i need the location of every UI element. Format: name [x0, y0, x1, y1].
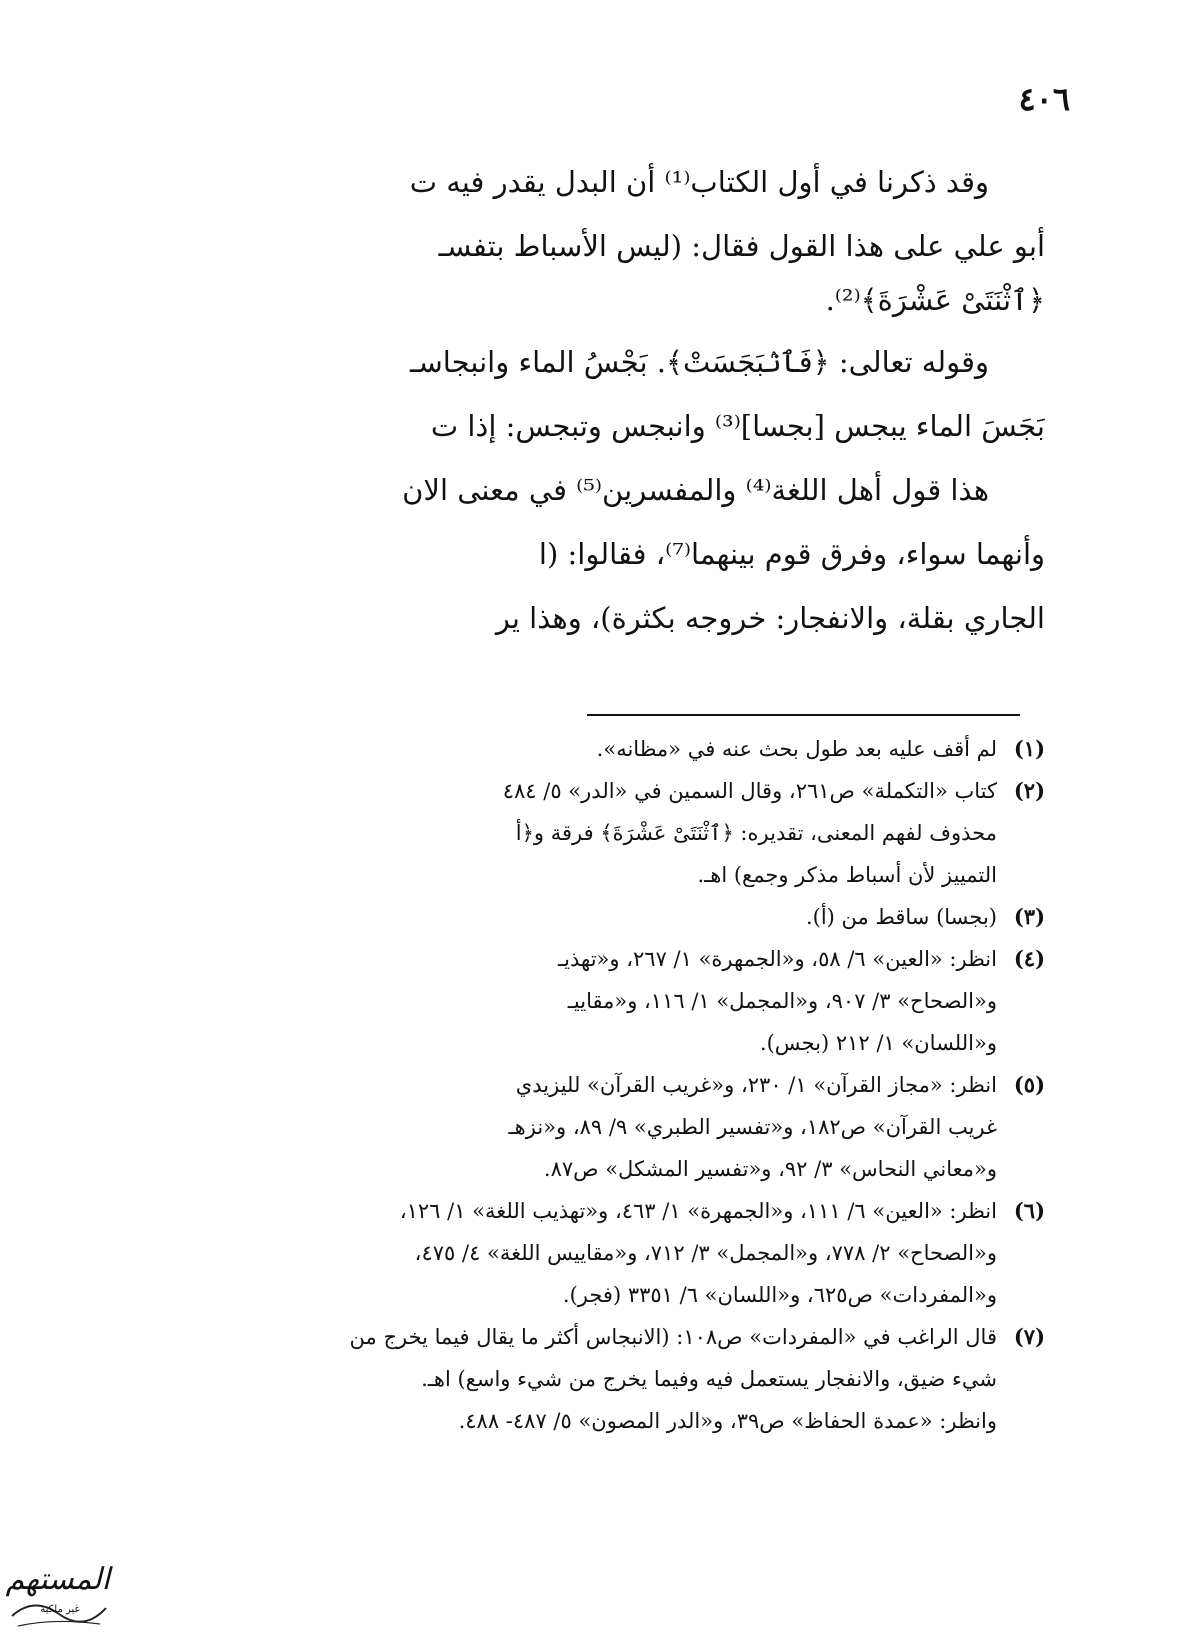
footnote-line: [125, 1190, 1045, 1232]
footnote-line: غريب القرآن» ص١٨٢، و«تفسير الطبري» ٩/ ٨٩، و«نزهـ: [508, 1115, 997, 1139]
footnote-line: [125, 896, 1045, 938]
footnote-line: [125, 770, 1045, 812]
footnote-number: (٣): [1013, 904, 1045, 929]
footnote-line: شيء ضيق، والانفجار يستعمل فيه وفيما يخرج من شيء واسع) اهـ.: [421, 1367, 997, 1391]
footnote-line: [125, 1316, 1045, 1358]
footnote-text: كتاب «التكملة» ص٢٦١، وقال السمين في «الدر» ٥/ ٤٨٤: [502, 779, 997, 803]
footnote-number: (٤): [1013, 946, 1045, 971]
footnote-line: [125, 1064, 1045, 1106]
body-line: ﴿ٱثْنَتَىْ عَشْرَةَ﴾⁽²⁾.: [825, 283, 1045, 317]
footnote-line: و«معاني النحاس» ٣/ ٩٢، و«تفسير المشكل» ص٨٧.: [543, 1157, 997, 1181]
footnote-line: وانظر: «عمدة الحفاظ» ص٣٩، و«الدر المصون» ٥/ ٤٨٧- ٤٨٨.: [458, 1409, 997, 1433]
footnote-text: انظر: «العين» ٦/ ٥٨، و«الجمهرة» ١/ ٢٦٧، و«تهذيـ: [558, 947, 997, 971]
footnote-number: (٦): [1013, 1198, 1045, 1223]
footnote-number: (٢): [1013, 778, 1045, 803]
body-line: أبو علي على هذا القول فقال: (ليس الأسباط بتفسـ: [438, 229, 1045, 263]
footnote-line: [125, 938, 1045, 980]
stamp-subtext: غير ملكية: [40, 1604, 80, 1615]
page-number: ٤٠٦: [1018, 80, 1070, 118]
footnote-text: انظر: «العين» ٦/ ١١١، و«الجمهرة» ١/ ٤٦٣، و«تهذيب اللغة» ١/ ١٢٦،: [399, 1199, 997, 1223]
footnote-line: [125, 728, 1045, 770]
footnote-number: (١): [1013, 736, 1045, 761]
footnote-line: و«المفردات» ص٦٢٥، و«اللسان» ٦/ ٣٣٥١ (فجر).: [562, 1283, 997, 1307]
footnote-separator: [587, 714, 1020, 716]
footnote-line: محذوف لفهم المعنى، تقديره: ﴿ٱثْنَتَىْ عَشْرَةَ﴾ فرقة و﴿أ: [515, 821, 997, 845]
body-line: هذا قول أهل اللغة⁽⁴⁾ والمفسرين⁽⁵⁾ في معنى الان: [402, 473, 989, 507]
footnote-line: و«الصحاح» ٢/ ٧٧٨، و«المجمل» ٣/ ٧١٢، و«مقاييس اللغة» ٤/ ٤٧٥،: [414, 1241, 997, 1265]
body-line: وقد ذكرنا في أول الكتاب⁽¹⁾ أن البدل يقدر فيه ت: [409, 165, 989, 199]
footnote-line: التمييز لأن أسباط مذكر وجمع) اهـ.: [697, 863, 997, 887]
body-line: بَجَسَ الماء يبجس [بجسا]⁽³⁾ وانبجس وتبجس: إذا ت: [430, 409, 1045, 443]
body-line: وقوله تعالى: ﴿فَٱنۢبَجَسَتْ﴾. بَجْسُ الماء وانبجاسـ: [410, 345, 989, 379]
footnote-text: لم أقف عليه بعد طول بحث عنه في «مظانه».: [596, 737, 997, 761]
footnote-text: انظر: «مجاز القرآن» ١/ ٢٣٠، و«غريب القرآن» لليزيدي: [515, 1073, 997, 1097]
footnote-number: (٥): [1013, 1072, 1045, 1097]
body-line: وأنهما سواء، وفرق قوم بينهما⁽⁷⁾، فقالوا: (ا: [538, 537, 1045, 571]
footnotes: [125, 728, 1045, 1442]
stamp-text: المستهم: [5, 1562, 110, 1597]
footnote-number: (٧): [1013, 1324, 1045, 1349]
body-line: الجاري بقلة، والانفجار: خروجه بكثرة)، وهذا ير: [495, 601, 1045, 635]
footnote-text: (بجسا) ساقط من (أ).: [805, 905, 997, 929]
footnote-line: و«اللسان» ١/ ٢١٢ (بجس).: [759, 1031, 997, 1055]
library-stamp-logo: [4, 1556, 114, 1648]
footnote-line: و«الصحاح» ٣/ ٩٠٧، و«المجمل» ١/ ١١٦، و«مقاييـ: [567, 989, 997, 1013]
footnote-text: قال الراغب في «المفردات» ص١٠٨: (الانبجاس أكثر ما يقال فيما يخرج من: [349, 1325, 997, 1349]
body-text: [165, 150, 1045, 650]
